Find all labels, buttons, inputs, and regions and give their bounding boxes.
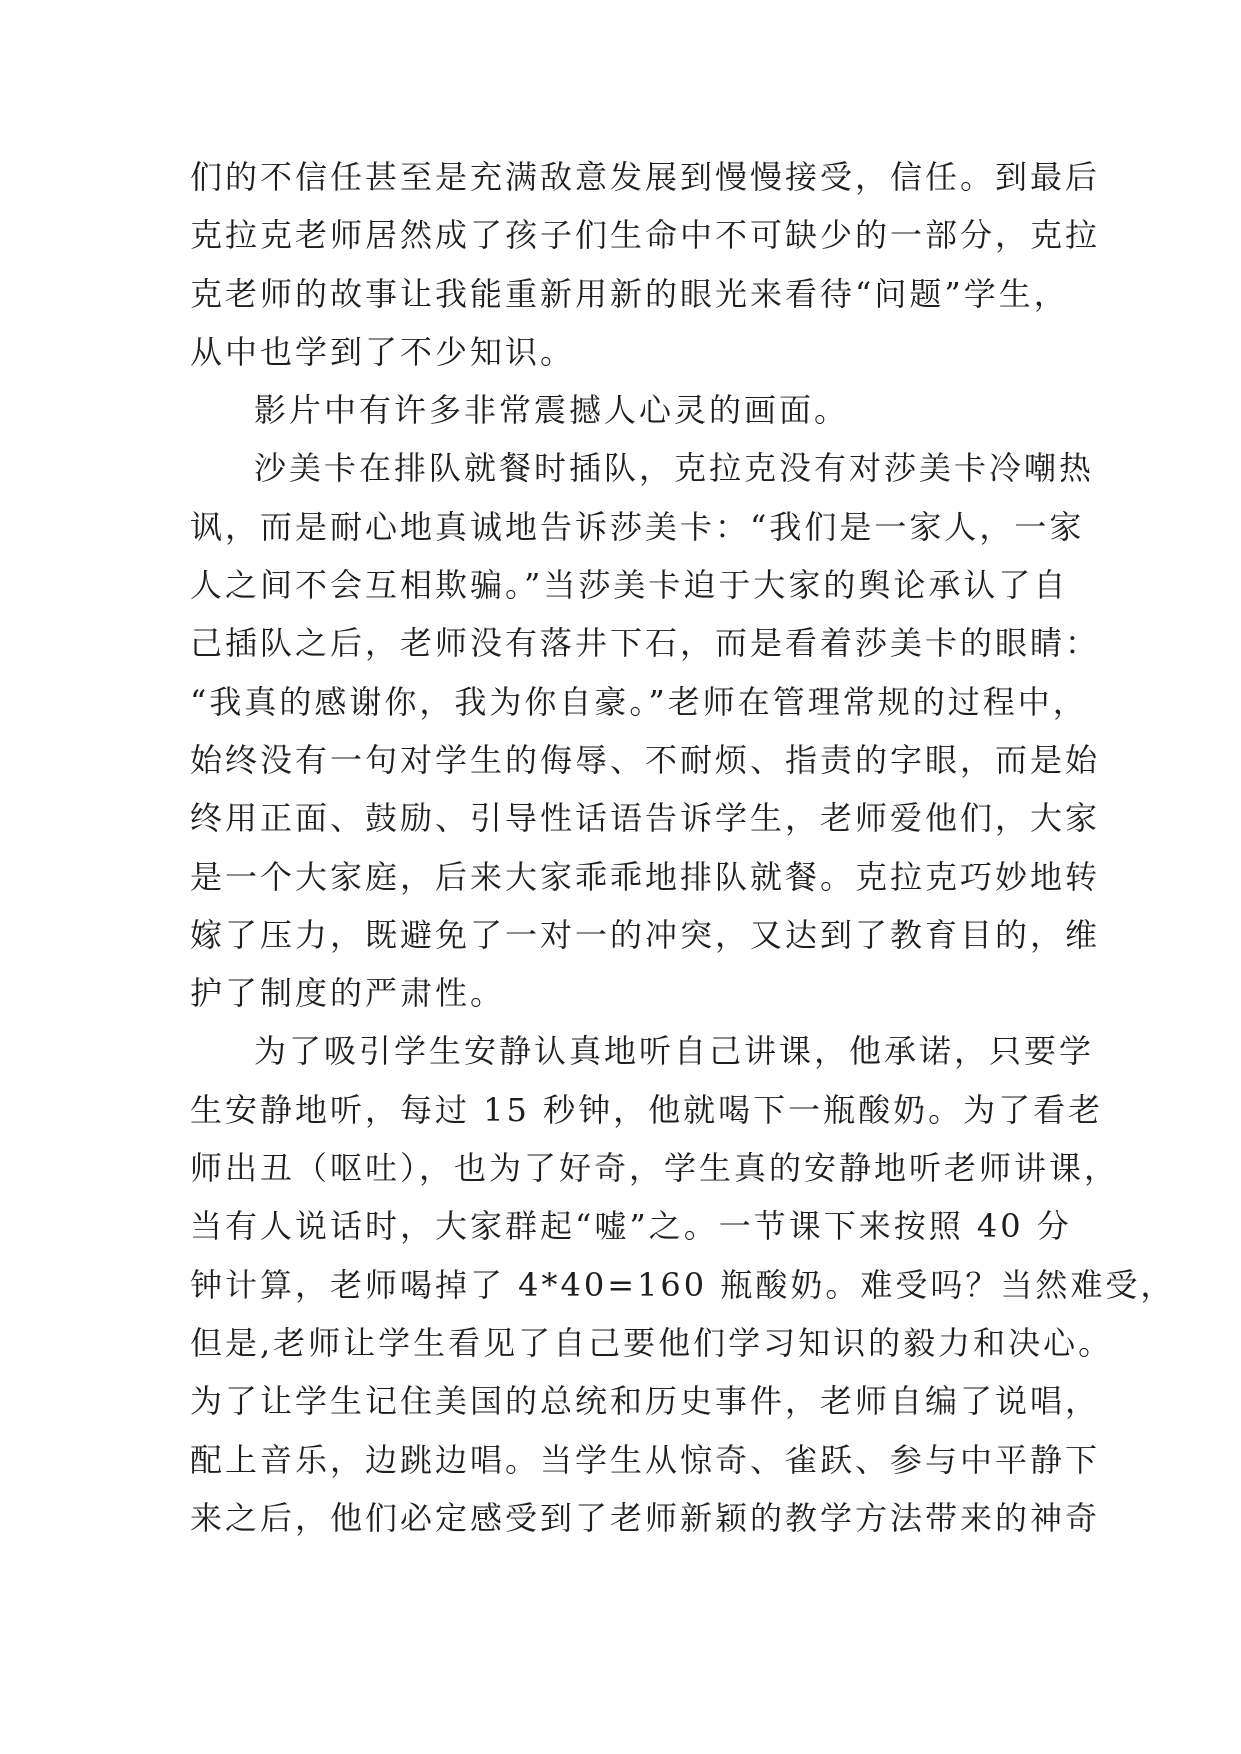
text-line: 来之后，他们必定感受到了老师新颖的教学方法带来的神奇 (190, 1498, 1101, 1537)
paragraph-1 (190, 148, 1101, 381)
text-line: 师出丑（呕吐），也为了好奇，学生真的安静地听老师讲课， (190, 1149, 1120, 1188)
text-line: 人之间不会互相欺骗。”当莎美卡迫于大家的舆论承认了自 (190, 566, 1069, 605)
text-line: 终用正面、鼓励、引导性话语告诉学生，老师爱他们，大家 (190, 799, 1101, 838)
text-line: 护了制度的严肃性。 (190, 974, 506, 1013)
text-line: 沙美卡在排队就餐时插队，克拉克没有对莎美卡冷嘲热 (254, 449, 1095, 488)
text-line: 钟计算，老师喝掉了 4*40=160 瓶酸奶。难受吗？当然难受， (190, 1265, 1176, 1304)
text-line: 为了吸引学生安静认真地听自己讲课，他承诺，只要学 (254, 1032, 1095, 1071)
text-line: 克拉克老师居然成了孩子们生命中不可缺少的一部分，克拉 (190, 216, 1101, 255)
text-line: 影片中有许多非常震撼人心灵的画面。 (254, 391, 850, 430)
paragraph-3 (190, 439, 1101, 1022)
text-line: 是一个大家庭，后来大家乖乖地排队就餐。克拉克巧妙地转 (190, 857, 1101, 896)
document-body (190, 148, 1176, 1547)
text-line: 们的不信任甚至是充满敌意发展到慢慢接受，信任。到最后 (190, 158, 1101, 196)
text-line: 始终没有一句对学生的侮辱、不耐烦、指责的字眼，而是始 (190, 740, 1101, 779)
text-line: 当有人说话时，大家群起“嘘”之。一节课下来按照 40 分 (190, 1207, 1072, 1246)
text-line: 克老师的故事让我能重新用新的眼光来看待“问题”学生， (190, 274, 1069, 313)
text-line: 为了让学生记住美国的总统和历史事件，老师自编了说唱， (190, 1382, 1101, 1421)
text-line: 己插队之后，老师没有落井下石，而是看着莎美卡的眼睛： (190, 624, 1101, 663)
text-line: 但是,老师让学生看见了自己要他们学习知识的毅力和决心。 (190, 1323, 1114, 1362)
paragraph-2 (190, 381, 1060, 439)
text-line: 生安静地听，每过 15 秒钟，他就喝下一瓶酸奶。为了看老 (190, 1090, 1104, 1129)
text-line: “我真的感谢你，我为你自豪。”老师在管理常规的过程中， (190, 682, 1088, 721)
paragraph-4 (190, 1022, 1176, 1547)
text-line: 嫁了压力，既避免了一对一的冲突，又达到了教育目的，维 (190, 915, 1101, 954)
text-line: 配上音乐，边跳边唱。当学生从惊奇、雀跃、参与中平静下 (190, 1440, 1101, 1479)
text-line: 讽，而是耐心地真诚地告诉莎美卡：“我们是一家人，一家 (190, 507, 1085, 546)
text-line: 从中也学到了不少知识。 (190, 332, 576, 371)
